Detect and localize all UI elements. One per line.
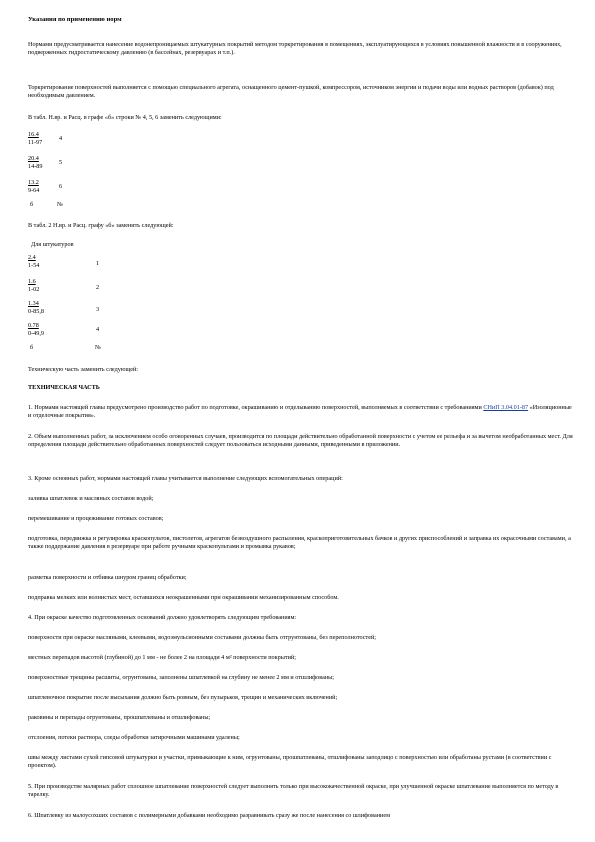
table2-value-numerator: 1.6 [28, 278, 36, 285]
table2-value-numerator: 2.4 [28, 254, 36, 261]
tech-paragraph-4: 4. При окраске качество подготовленных оснований должно удовлетворять следующим требованиям: [28, 614, 297, 621]
tech-paragraph-1 [28, 404, 573, 420]
list-item: отслоения, потеки раствора, следы обработки затирочными машинами удалены; [28, 734, 240, 741]
table1-intro: В табл. Н.вр. и Расц. в графе «б» строки № 4, 5, 6 заменить следующими: [28, 114, 222, 121]
table1-row [28, 155, 42, 171]
table1-footer-right: № [57, 201, 63, 208]
table2-intro: В табл. 2 Н.вр. и Расц. графу «б» заменить следующей: [28, 222, 174, 229]
tech-paragraph-1-text: 1. Нормами настоящей главы предусмотрено производство работ по подготовке, окрашиванию и отделыванию поверхностей, выполняемых в соответствии с требованиями [28, 404, 484, 411]
list-item: местных перепадов высотой (глубиной) до 1 мм - не более 2 на площади 4 м² поверхности покрытий; [28, 654, 296, 661]
intro-paragraph-2: Торкретирование поверхностей выполняется с помощью специального агрегата, оснащенного цемент-пушкой, компрессором, источником энергии и подачи воды или водных растворов (добавок) под необходимым давлением. [28, 84, 554, 100]
tech-paragraph-3: 3. Кроме основных работ, нормами настоящей главы учитывается выполнение следующих вспомогательных операций: [28, 475, 343, 482]
tech-heading: ТЕХНИЧЕСКАЯ ЧАСТЬ [28, 384, 100, 391]
tech-paragraph-6: 6. Шпатлевку из малоусохших составов с полимерными добавками необходимо разравнивать сразу же после нанесения со шлифованием [28, 812, 391, 819]
list-item: раковины и перепады огрунтованы, прошпатлеваны и отшлифованы; [28, 714, 211, 721]
table2-value-denominator: 1-02 [28, 286, 40, 294]
tech-paragraph-1-tail: «Изоляционные и отделочные покрытия». [28, 404, 572, 420]
list-item: заливка шпатлевок и масляных составов водой; [28, 495, 154, 502]
snip-link[interactable]: СНиП 3.04.01-87 [483, 404, 529, 411]
table1-value-denominator: 14-89 [28, 163, 43, 171]
table2-value-numerator: 0.78 [28, 322, 39, 329]
list-item: швы между листами сухой гипсовой штукатурки и участки, примыкающие к ним, огрунтованы, прошпатлеваны, отшлифованы заподлицо с поверхностью или обработаны рустами (в соответствии с проектом). [28, 754, 552, 770]
table2-value-denominator: 0-49,9 [28, 330, 44, 338]
table2-row-index: 3 [96, 306, 100, 313]
document-title: Указания по применению норм [28, 16, 122, 23]
tech-paragraph-2: 2. Объем выполненных работ, за исключением особо оговоренных случаев, производится по площади действительно обработанной поверхности с учетом ее рельефа и за вычетом необработанных мест. Для определения площади действительно обработанных поверхностей следует пользоваться исходными данными, приведенными в приложении. [28, 433, 573, 449]
tech-intro: Техническую часть заменить следующей: [28, 366, 138, 373]
list-item: разметка поверхности и отбивка шнуром границ обработки; [28, 574, 187, 581]
list-item: поверхности при окраске масляными, клеевыми, водоэмульсионными составами должны быть отгрунтованы, без переполнотостей; [28, 634, 377, 641]
table1-row-index: 5 [59, 159, 63, 166]
table2-row [28, 300, 44, 316]
table2-row [28, 322, 44, 338]
table2-row [28, 254, 39, 270]
table1-value-denominator: 11-97 [28, 139, 43, 147]
table2-header: Для штукатуров [31, 241, 74, 248]
table2-value-denominator: 0-85,8 [28, 308, 44, 316]
table1-value-numerator: 13.2 [28, 179, 39, 186]
table1-footer-left: б [30, 201, 34, 208]
table2-footer-right: № [95, 344, 101, 351]
table1-value-numerator: 16.4 [28, 131, 39, 138]
tech-paragraph-5: 5. При производстве малярных работ сплошное шпатлевание поверхностей следует выполнять только при высококачественной окраске, при улучшенной окраске шпатлевание выполняется по методу в тарелку. [28, 783, 559, 799]
table2-value-numerator: 1.34 [28, 300, 39, 307]
table1-value-numerator: 20.4 [28, 155, 39, 162]
table2-value-denominator: 1-54 [28, 262, 40, 270]
table1-row [28, 131, 42, 147]
table1-row [28, 179, 39, 195]
table1-row-index: 6 [59, 183, 63, 190]
list-item: подготовка, передвижка и регулировка краскопультов, пистолетов, агрегатов безвоздушного распыления, краскоприготовительных бачков и других приспособлений и заправка их окрасочными составами, а также поддержание давления в резервуаре при работе ручными краскопультами и промывка рукавов; [28, 535, 571, 551]
list-item: шпатлевочное покрытие после высыхания должно быть ровным, без пузырьков, трещин и механических включений; [28, 694, 338, 701]
table1-row-index: 4 [59, 135, 63, 142]
table2-row [28, 278, 39, 294]
table2-footer-left: б [30, 344, 34, 351]
list-item: поверхностные трещины расшиты, огрунтованы, заполнены шпатлевкой на глубину не менее 2 мм и отшлифованы; [28, 674, 335, 681]
list-item: перемешивание и процеживание готовых составов; [28, 515, 164, 522]
table2-row-index: 1 [96, 260, 100, 267]
table2-row-index: 4 [96, 326, 100, 333]
table1-value-denominator: 9-64 [28, 187, 40, 195]
intro-paragraph-1: Нормами предусматривается нанесение водонепроницаемых штукатурных покрытий методом торкретирования в помещениях, эксплуатирующихся в условиях повышенной влажности и в сооружениях, подверженных гидростатическому давлению (в бассейнах, резервуарах и т.п.). [28, 41, 562, 57]
list-item: подправка мелких или волнистых мест, оставшихся неокрашенными при окрашивании механизированным способом. [28, 594, 339, 601]
table2-row-index: 2 [96, 284, 100, 291]
